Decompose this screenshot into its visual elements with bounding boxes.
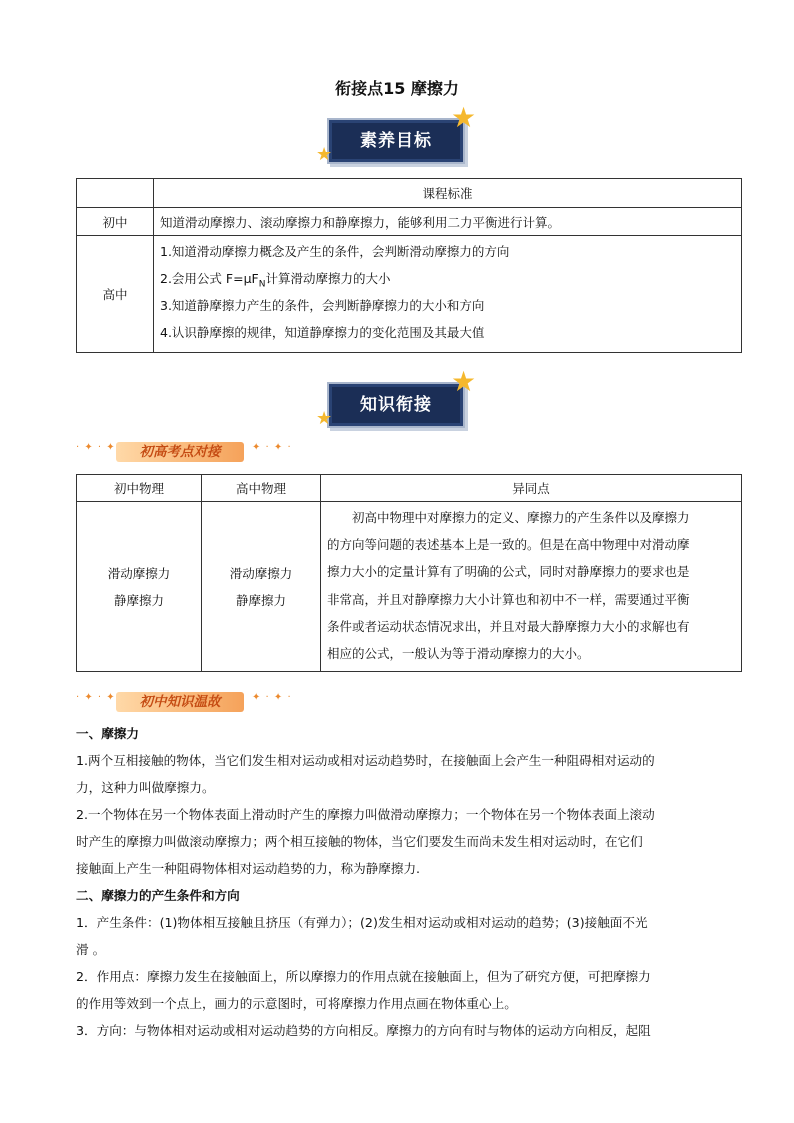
paragraph-line: 1.两个互相接触的物体，当它们发生相对运动或相对运动趋势时，在接触面上会产生一种阻碍相对运动的: [76, 753, 655, 768]
section-label-text: 初中知识温故: [116, 692, 244, 712]
junior-standard: 知道滑动摩擦力、滚动摩擦力和静摩擦力，能够利用二力平衡进行计算。: [154, 208, 742, 236]
badge-knowledge-link: [327, 382, 465, 428]
sparkle-icon: ✦ · ✦ ·: [252, 442, 292, 453]
section-heading: 二、摩擦力的产生条件和方向: [76, 888, 240, 903]
senior-topics: 滑动摩擦力 静摩擦力: [202, 502, 321, 672]
star-icon: ★: [316, 408, 333, 429]
section-label-comparison: [76, 442, 296, 464]
section-heading: 一、摩擦力: [76, 726, 139, 741]
star-icon: ★: [451, 365, 477, 398]
paragraph-line: 的作用等效到一个点上，画力的示意图时，可将摩擦力作用点画在物体重心上。: [76, 996, 517, 1011]
standard-line: 3.知道静摩擦力产生的条件，会判断静摩擦力的大小和方向: [160, 298, 485, 313]
col-header-junior: 初中物理: [77, 475, 202, 502]
col-header-diff: 异同点: [321, 475, 742, 502]
paragraph-line: 时产生的摩擦力叫做滚动摩擦力；两个相互接触的物体，当它们要发生而尚未发生相对运动时，在它们: [76, 834, 643, 849]
sparkle-icon: ✦ · ✦ ·: [252, 692, 292, 703]
standard-line: 4.认识静摩擦的规律，知道静摩擦力的变化范围及其最大值: [160, 325, 485, 340]
paragraph-line: 1．产生条件：(1)物体相互接触且挤压（有弹力）；(2)发生相对运动或相对运动的趋势；(3)接触面不光: [76, 915, 648, 930]
review-content: [76, 720, 736, 1044]
senior-standards: [154, 236, 742, 353]
paragraph-line: 接触面上产生一种阻碍物体相对运动趋势的力，称为静摩擦力.: [76, 861, 421, 876]
badge-literacy-goals: [327, 118, 465, 164]
page-title: 衔接点15 摩擦力: [335, 79, 459, 98]
difference-text: 初高中物理中对摩擦力的定义、摩擦力的产生条件以及摩擦力 的方向等问题的表述基本上是一致的。但是在高中物理中对滑动摩 擦力大小的定量计算有了明确的公式，同时对静摩擦力的要求也是 非常高，并且对静摩擦力大小计算也和初中不一样，需要通过平衡 条件或者运动状态情况求出，并且对最大静摩擦力大小的求解也有 相应的公式，一般认为等于滑动摩擦力的大小。: [321, 502, 742, 672]
table-header: 课程标准: [154, 179, 742, 208]
curriculum-table: [76, 178, 742, 353]
section-label-review: [76, 692, 296, 714]
paragraph-line: 2.一个物体在另一个物体表面上滑动时产生的摩擦力叫做滑动摩擦力；一个物体在另一个物体表面上滚动: [76, 807, 655, 822]
section-label-text: 初高考点对接: [116, 442, 244, 462]
badge-label: 素养目标: [360, 131, 432, 151]
comparison-table: [76, 474, 742, 672]
paragraph-line: 滑 。: [76, 942, 106, 957]
badge-label: 知识衔接: [360, 395, 432, 415]
paragraph-line: 3．方向：与物体相对运动或相对运动趋势的方向相反。摩擦力的方向有时与物体的运动方向相反，起阻: [76, 1023, 651, 1038]
paragraph-line: 2．作用点：摩擦力发生在接触面上，所以摩擦力的作用点就在接触面上，但为了研究方便，可把摩擦力: [76, 969, 651, 984]
standard-line: 1.知道滑动摩擦力概念及产生的条件，会判断滑动摩擦力的方向: [160, 244, 510, 259]
standard-line: 2.会用公式 $F=\mu F_N$计算滑动摩擦力的大小: [160, 271, 391, 290]
sparkle-icon: · ✦ · ✦: [76, 442, 116, 453]
empty-cell: [77, 179, 154, 208]
col-header-senior: 高中物理: [202, 475, 321, 502]
sparkle-icon: · ✦ · ✦: [76, 692, 116, 703]
star-icon: ★: [316, 144, 333, 165]
paragraph-line: 力，这种力叫做摩擦力。: [76, 780, 215, 795]
junior-topics: 滑动摩擦力 静摩擦力: [77, 502, 202, 672]
row-label-junior: 初中: [77, 208, 154, 236]
row-label-senior: 高中: [77, 236, 154, 353]
star-icon: ★: [451, 101, 477, 134]
